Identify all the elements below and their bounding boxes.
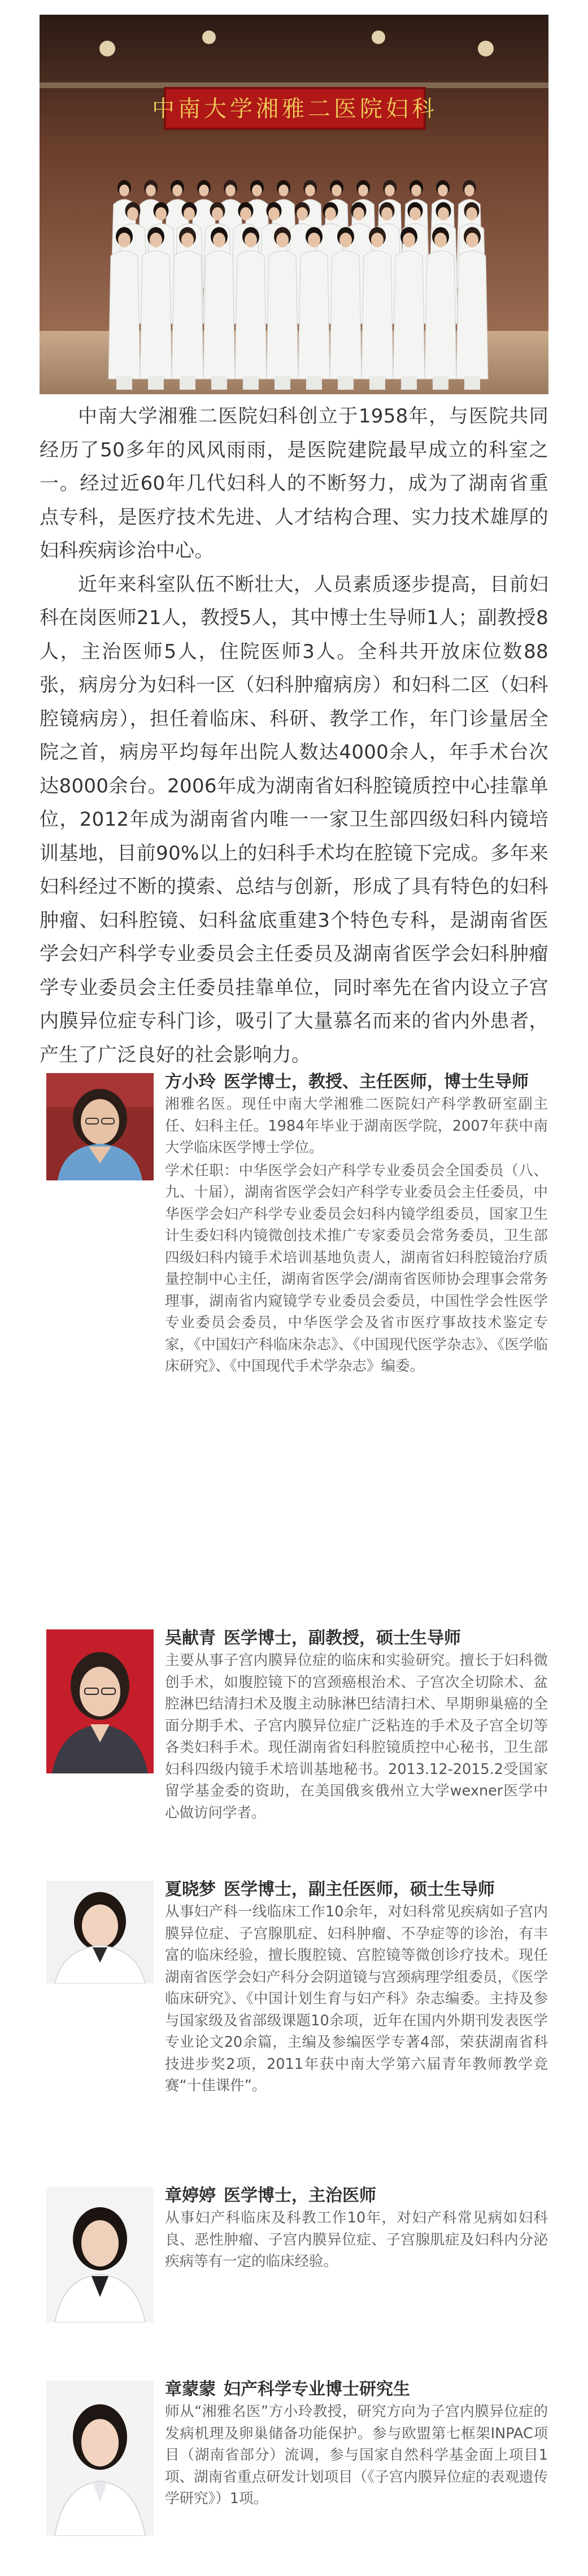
doctor-portrait — [46, 1629, 154, 1773]
photo-person-legs — [211, 376, 227, 390]
department-group-photo — [40, 15, 548, 394]
doctor-bio: 主要从事子宫内膜异位症的临床和实验研究。擅长于妇科微创手术，如腹腔镜下的宫颈癌根治术、子宫次全切除术、盆腔淋巴结清扫术及腹主动脉淋巴结清扫术、早期卵巢癌的全面分期手术、子宫内膜异位症广泛粘连的手术及子宫全切等各类妇科手术。现任湖南省妇科腔镜质控中心秘书，卫生部妇科四级内镜手术培训基地秘书。2013.12-2015.2受国家留学基金委的资助，在美国俄亥俄州立大学wexner医学中心做访问学者。 — [165, 1652, 548, 1821]
doctor-profile — [40, 2381, 548, 2539]
doctor-profile — [40, 1881, 548, 2141]
doctor-info — [165, 2185, 548, 2273]
doctor-portrait — [46, 1073, 154, 1180]
doctor-bio: 从事妇产科一线临床工作10余年，对妇科常见疾病如子宫内膜异位症、子宫腺肌症、妇科肿瘤、不孕症等的诊治，有丰富的临床经验，擅长腹腔镜、宫腔镜等微创诊疗技术。现任湖南省医学会妇产科分会阴道镜与宫颈病理学组委员，《医学临床研究》、《中国计划生育与妇产科》杂志编委。主持及参与国家级及省部级课题10余项，近年在国内外期刊发表医学专业论文20余篇，主编及参编医学专著4部，荣获湖南省科技进步奖2项，2011年获中南大学第六届青年教师教学竞赛“十佳课件”。 — [165, 1903, 548, 2094]
doctor-name: 夏晓梦 — [165, 1880, 216, 1899]
doctor-info — [165, 1878, 548, 2097]
doctor-title: 医学博士，主治医师 — [224, 2186, 376, 2205]
doctor-title: 医学博士，副教授，硕士生导师 — [224, 1628, 461, 1648]
doctor-info — [165, 1071, 548, 1378]
photo-person-legs — [464, 376, 480, 390]
photo-person-legs — [401, 376, 417, 390]
doctor-title: 妇产科学专业博士研究生 — [224, 2379, 410, 2399]
doctor-portrait — [46, 1881, 154, 1984]
group-photo-image — [40, 15, 548, 394]
doctor-name: 章蒙蒙 — [165, 2379, 216, 2399]
photo-person-legs — [338, 376, 354, 390]
doctor-info — [165, 1627, 548, 1824]
doctor-bio: 湘雅名医。现任中南大学湘雅二医院妇产科学教研室副主任、妇科主任。1984年毕业于湖南医学院，2007年获中南大学临床医学博士学位。 — [165, 1096, 548, 1156]
photo-person-legs — [148, 376, 164, 390]
doctor-bio: 师从“湘雅名医”方小玲教授，研究方向为子宫内膜异位症的发病机理及卵巢储备功能保护。参与欧盟第七框架INPAC项目（湖南省部分）流调，参与国家自然科学基金面上项目1项、湖南省重点研发计划项目（《子宫内膜异位症的表观遗传学研究》）1项。 — [165, 2403, 548, 2507]
photo-person-legs — [369, 376, 385, 390]
doctor-name: 方小玲 — [165, 1072, 216, 1092]
photo-person-legs — [433, 376, 448, 390]
doctor-profile — [40, 1629, 548, 1867]
photo-person-legs — [275, 376, 290, 390]
doctor-profile — [40, 2187, 548, 2328]
photo-person-legs — [306, 376, 322, 390]
doctor-portrait — [46, 2381, 154, 2536]
photo-banner-text: 中南大学湘雅二医院妇科 — [152, 96, 438, 122]
photo-person-legs — [180, 376, 195, 390]
doctor-portrait — [46, 2187, 154, 2322]
doctor-bio: 从事妇产科临床及科教工作10年，对妇产科常见病如妇科良、恶性肿瘤、子宫内膜异位症、子宫腺肌症及妇科内分泌疾病等有一定的临床经验。 — [165, 2209, 548, 2270]
doctor-name: 吴献青 — [165, 1628, 216, 1648]
doctor-title: 医学博士，副主任医师，硕士生导师 — [224, 1880, 495, 1899]
photo-person-legs — [243, 376, 259, 390]
doctor-name: 章婷婷 — [165, 2186, 216, 2205]
intro-paragraph: 近年来科室队伍不断壮大，人员素质逐步提高，目前妇科在岗医师21人，教授5人，其中博士生导师1人；副教授8人，主治医师5人，住院医师3人。全科共开放床位数88张，病房分为妇科一区（妇科肿瘤病房）和妇科二区（妇科腔镜病房），担任着临床、科研、教学工作，年门诊量居全院之首，病房平均每年出院人数达4000余人，年手术台次达8000余台。2006年成为湖南省妇科腔镜质控中心挂靠单位，2012年成为湖南省内唯一一家卫生部四级妇科内镜培训基地，目前90%以上的妇科手术均在腔镜下完成。多年来妇科经过不断的摸索、总结与创新，形成了具有特色的妇科肿瘤、妇科腔镜、妇科盆底重建3个特色专科，是湖南省医学会妇产科学专业委员会主任委员及湖南省医学会妇科肿瘤学专业委员会主任委员挂靠单位，同时率先在省内设立子宫内膜异位症专科门诊，吸引了大量慕名而来的省内外患者，产生了广泛良好的社会影响力。 — [40, 573, 548, 1066]
photo-person-legs — [116, 376, 132, 390]
doctor-info — [165, 2378, 548, 2510]
doctor-bio: 学术任职：中华医学会妇产科学专业委员会全国委员（八、九、十届），湖南省医学会妇产科学专业委员会主任委员，中华医学会妇产科学专业委员会妇科内镜学组委员，国家卫生计生委妇科内镜微创技术推广专家委员会常务委员，卫生部四级妇科内镜手术培训基地负责人，湖南省妇科腔镜治疗质量控制中心主任，湖南省医学会/湖南省医师协会理事会常务理事，湖南省内窥镜学专业委员会委员，中国性学会性医学专业委员会委员，中华医学会及省市医疗事故技术鉴定专家，《中国妇产科临床杂志》、《中国现代医学杂志》、《医学临床研究》、《中国现代手术学杂志》编委。 — [165, 1162, 548, 1375]
doctor-title: 医学博士，教授、主任医师，博士生导师 — [224, 1072, 529, 1092]
doctor-profile — [40, 1073, 548, 1468]
intro-paragraph: 中南大学湘雅二医院妇科创立于1958年，与医院共同经历了50多年的风风雨雨，是医院建院最早成立的科室之一。经过近60年几代妇科人的不断努力，成为了湖南省重点专科，是医疗技术先进、人才结构合理、实力技术雄厚的妇科疾病诊治中心。 — [40, 405, 548, 562]
department-introduction — [40, 400, 548, 1072]
